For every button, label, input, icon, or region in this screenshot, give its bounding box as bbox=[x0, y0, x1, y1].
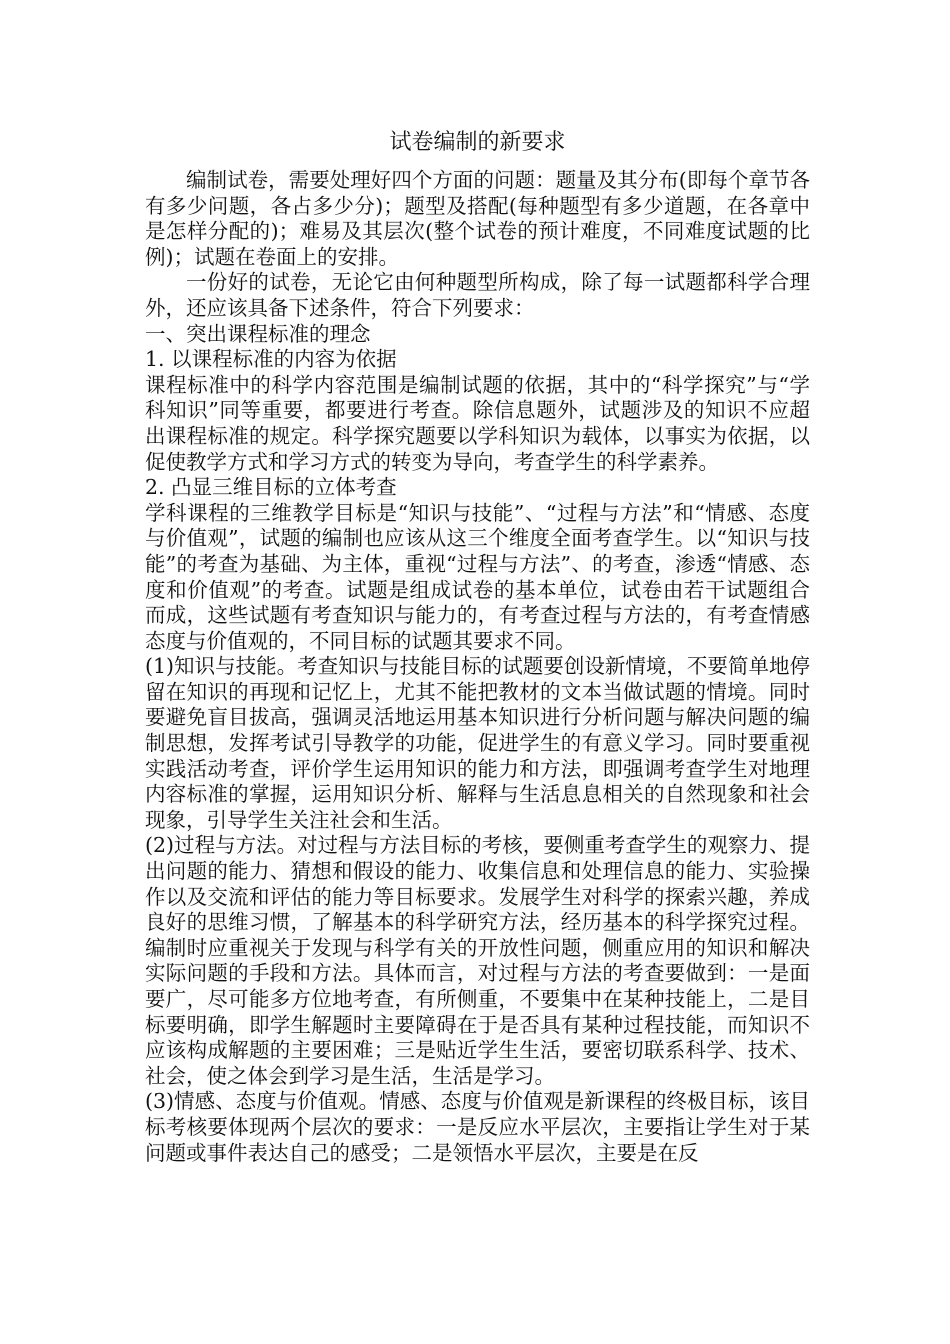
body-paragraph-process-methods: (2)过程与方法。对过程与方法目标的考核，要侧重考查学生的观察力、提出问题的能力、猜想和假设的能力、收集信息和处理信息的能力、实验操作以及交流和评估的能力等目标要求。发展学生对科学的探索兴趣，养成良好的思维习惯，了解基本的科学研究方法，经历基本的科学探究过程。编制时应重视关于发现与科学有关的开放性问题，侧重应用的知识和解决实际问题的手段和方法。具体而言，对过程与方法的考查要做到：一是面要广，尽可能多方位地考查，有所侧重，不要集中在某种技能上，二是目标要明确，即学生解题时主要障碍在于是否具有某种过程技能，而知识不应该构成解题的主要困难；三是贴近学生生活，要密切联系科学、技术、社会，使之体会到学习是生活，生活是学习。 bbox=[145, 833, 810, 1088]
requirements-paragraph: 一份好的试卷，无论它由何种题型所构成，除了每一试题都科学合理外，还应该具备下述条件，符合下列要求： bbox=[145, 270, 810, 320]
body-paragraph-knowledge-skills: (1)知识与技能。考查知识与技能目标的试题要创设新情境，不要简单地停留在知识的再现和记忆上，尤其不能把教材的文本当做试题的情境。同时要避免盲目拔高，强调灵活地运用基本知识进行分析问题与解决问题的编制思想，发挥考试引导教学的功能，促进学生的有意义学习。同时要重视实践活动考查，评价学生运用知识的能力和方法，即强调考查学生对地理内容标准的掌握，运用知识分析、解释与生活息息相关的自然现象和社会现象，引导学生关注社会和生活。 bbox=[145, 654, 810, 832]
subsection-heading-2: 2. 凸显三维目标的立体考查 bbox=[145, 475, 397, 500]
body-paragraph-emotion-values: (3)情感、态度与价值观。情感、态度与价值观是新课程的终极目标，该目标考核要体现两个层次的要求：一是反应水平层次，主要指让学生对于某问题或事件表达自己的感受；二是领悟水平层次，主要是在反 bbox=[145, 1089, 810, 1165]
subsection-heading-1: 1. 以课程标准的内容为依据 bbox=[145, 347, 397, 372]
section-heading-1: 一、突出课程标准的理念 bbox=[145, 321, 371, 346]
intro-paragraph: 编制试卷，需要处理好四个方面的问题：题量及其分布(即每个章节各有多少问题，各占多少分)；题型及搭配(每种题型有多少道题，在各章中是怎样分配的)；难易及其层次(整个试卷的预计难度，不同难度试题的比例)；试题在卷面上的安排。 bbox=[145, 168, 810, 269]
body-paragraph-three-dimensions: 学科课程的三维教学目标是“知识与技能”、“过程与方法”和“情感、态度与价值观”，试题的编制也应该从这三个维度全面考查学生。以“知识与技能”的考查为基础、为主体，重视“过程与方法”、的考查，渗透“情感、态度和价值观”的考查。试题是组成试卷的基本单位，试卷由若干试题组合而成，这些试题有考查知识与能力的，有考查过程与方法的，有考查情感态度与价值观的，不同目标的试题其要求不同。 bbox=[145, 500, 810, 653]
document-title: 试卷编制的新要求 bbox=[389, 130, 566, 155]
body-paragraph-content-basis: 课程标准中的科学内容范围是编制试题的依据，其中的“科学探究”与“学科知识”同等重要，都要进行考查。除信息题外，试题涉及的知识不应超出课程标准的规定。科学探究题要以学科知识为载体，以事实为依据，以促使教学方式和学习方式的转变为导向，考查学生的科学素养。 bbox=[145, 372, 810, 474]
document-page bbox=[145, 128, 810, 1166]
